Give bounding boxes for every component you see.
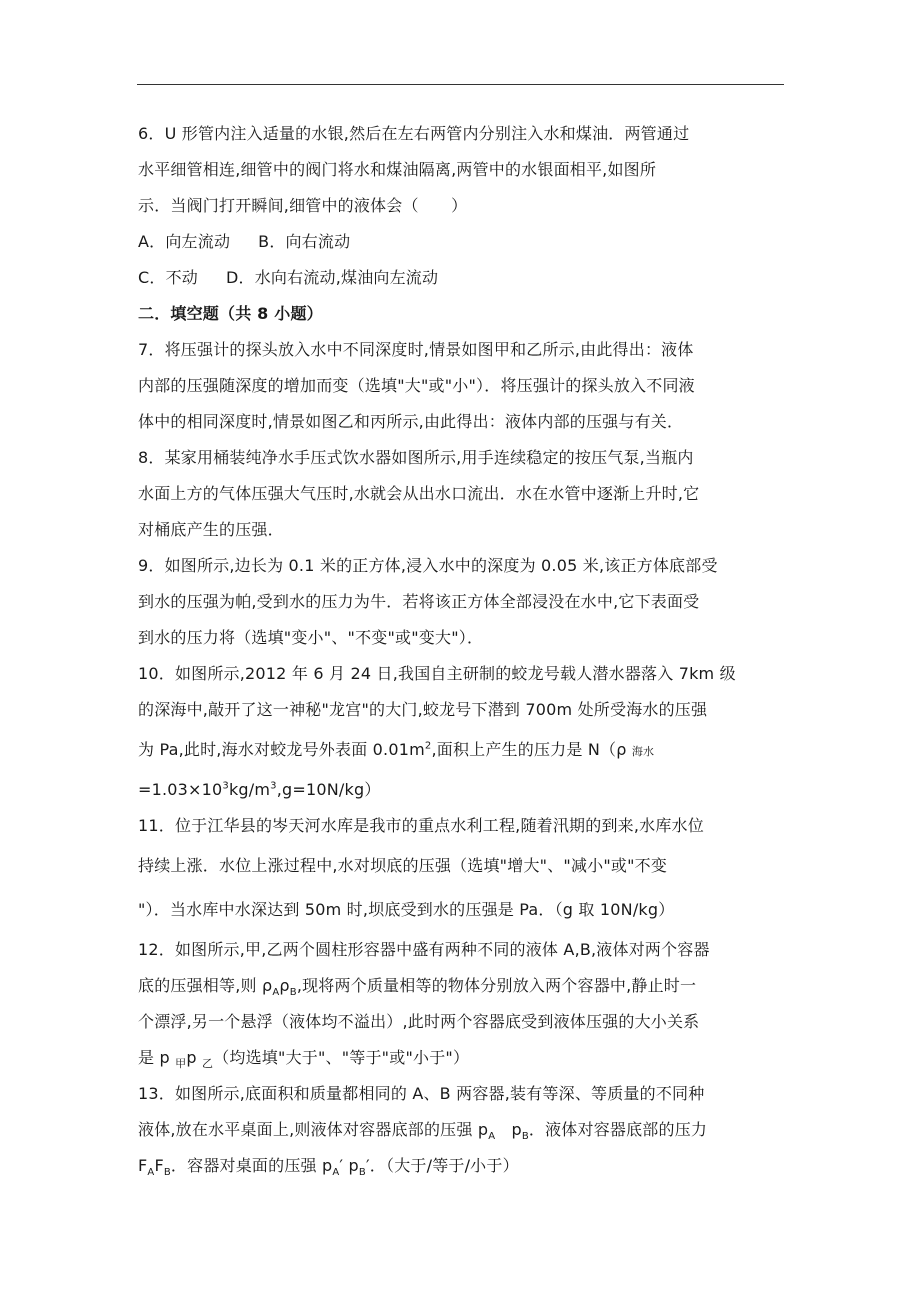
question-10-line-4 [138, 772, 788, 808]
question-13-line-3 [138, 1148, 788, 1184]
text: F [138, 1156, 148, 1175]
question-6-line-2: 水平细管相连,细管中的阀门将水和煤油隔离,两管中的水银面相平,如图所 [138, 160, 657, 179]
text: 为 Pa,此时,海水对蛟龙号外表面 0.01m [138, 740, 425, 759]
question-12-line-3: 个漂浮,另一个悬浮（液体均不溢出）,此时两个容器底受到液体压强的大小关系 [138, 1012, 700, 1031]
question-6-line-1: 6．U 形管内注入适量的水银,然后在左右两管内分别注入水和煤油．两管通过 [138, 124, 690, 143]
question-11-line-1: 11．位于江华县的岑天河水库是我市的重点水利工程,随着汛期的到来,水库水位 [138, 816, 704, 835]
question-9-line-1: 9．如图所示,边长为 0.1 米的正方体,浸入水中的深度为 0.05 米,该正方体底部受 [138, 556, 718, 575]
text: ,面积上产生的压力是 N（ρ [431, 740, 632, 759]
subscript: B [521, 1131, 529, 1143]
question-10-line-2: 的深海中,敲开了这一神秘"龙宫"的大门,蛟龙号下潜到 700m 处所受海水的压强 [138, 700, 708, 719]
question-9 [138, 548, 788, 656]
text: （均选填"大于"、"等于"或"小于"） [213, 1048, 470, 1067]
question-10-line-1: 10．如图所示,2012 年 6 月 24 日,我国自主研制的蛟龙号载人潜水器落入 7km 级 [138, 664, 736, 683]
subscript: B [289, 987, 297, 999]
question-11 [138, 808, 788, 932]
option-c: C．不动 [138, 268, 198, 287]
question-13-line-2 [138, 1112, 788, 1148]
question-6 [138, 116, 788, 296]
question-12-line-2 [138, 968, 788, 1004]
option-a: A．向左流动 [138, 232, 231, 251]
question-7 [138, 332, 788, 440]
option-d: D．水向右流动,煤油向左流动 [225, 268, 439, 287]
subscript: 乙 [202, 1057, 214, 1071]
header-rule [137, 84, 784, 85]
question-13-line-1: 13．如图所示,底面积和质量都相同的 A、B 两容器,装有等深、等质量的不同种 [138, 1084, 705, 1103]
question-12-line-1: 12．如图所示,甲,乙两个圆柱形容器中盛有两种不同的液体 A,B,液体对两个容器 [138, 940, 710, 959]
text: p [495, 1120, 522, 1139]
text: 液体,放在水平桌面上,则液体对容器底部的压强 p [138, 1120, 489, 1139]
question-9-line-2: 到水的压强为帕,受到水的压力为牛．若将该正方体全部浸没在水中,它下表面受 [138, 592, 700, 611]
question-10 [138, 656, 788, 808]
question-6-line-3: 示．当阀门打开瞬间,细管中的液体会（ ） [138, 196, 468, 215]
text: F [154, 1156, 164, 1175]
text: =1.03×10 [138, 780, 223, 799]
text: kg/m [228, 780, 271, 799]
question-11-line-2: 持续上涨．水位上涨过程中,水对坝底的压强（选填"增大"、"减小"或"不变 [138, 856, 668, 875]
question-7-line-1: 7．将压强计的探头放入水中不同深度时,情景如图甲和乙所示,由此得出：液体 [138, 340, 694, 359]
question-7-line-2: 内部的压强随深度的增加而变（选填"大"或"小"）．将压强计的探头放入不同液 [138, 376, 695, 395]
section-heading: 二．填空题（共 8 小题） [138, 304, 323, 323]
question-9-line-3: 到水的压力将（选填"变小"、"不变"或"变大"）． [138, 628, 484, 647]
subscript: 甲 [175, 1057, 187, 1071]
text: ρ [279, 976, 290, 995]
question-8 [138, 440, 788, 548]
question-8-line-3: 对桶底产生的压强． [138, 520, 284, 539]
question-10-line-3 [138, 728, 788, 772]
text: ,现将两个质量相等的物体分别放入两个容器中,静止时一 [296, 976, 697, 995]
question-6-options-cd [138, 260, 788, 296]
subscript: A [272, 987, 280, 999]
question-12 [138, 932, 788, 1076]
question-11-line-3: "）．当水库中水深达到 50m 时,坝底受到水的压强是 Pa．（g 取 10N/kg） [138, 900, 675, 919]
document-page [138, 116, 788, 1184]
question-12-line-4 [138, 1040, 788, 1076]
text: 底的压强相等,则 ρ [138, 976, 273, 995]
subscript: B [358, 1167, 366, 1179]
text: p [186, 1048, 202, 1067]
subscript: A [332, 1167, 340, 1179]
text: 是 p [138, 1048, 176, 1067]
text: ′．（大于/等于/小于） [365, 1156, 519, 1175]
text: ,g=10N/kg） [276, 780, 381, 799]
question-8-line-2: 水面上方的气体压强大气压时,水就会从出水口流出．水在水管中逐渐上升时,它 [138, 484, 700, 503]
subscript: A [147, 1167, 155, 1179]
superscript: 3 [270, 780, 277, 792]
question-7-line-3: 体中的相同深度时,情景如图乙和丙所示,由此得出：液体内部的压强与有关． [138, 412, 684, 431]
option-b: B．向右流动 [258, 232, 351, 251]
question-13 [138, 1076, 788, 1184]
text: ．容器对桌面的压强 p [170, 1156, 333, 1175]
text: ′ p [339, 1156, 359, 1175]
subscript: B [163, 1167, 171, 1179]
question-6-options-ab [138, 224, 788, 260]
text: ．液体对容器底部的压力 [528, 1120, 708, 1139]
superscript: 2 [424, 740, 432, 752]
subscript: 海水 [631, 745, 655, 758]
question-8-line-1: 8．某家用桶装纯净水手压式饮水器如图所示,用手连续稳定的按压气泵,当瓶内 [138, 448, 694, 467]
superscript: 3 [222, 780, 229, 792]
subscript: A [488, 1131, 496, 1143]
